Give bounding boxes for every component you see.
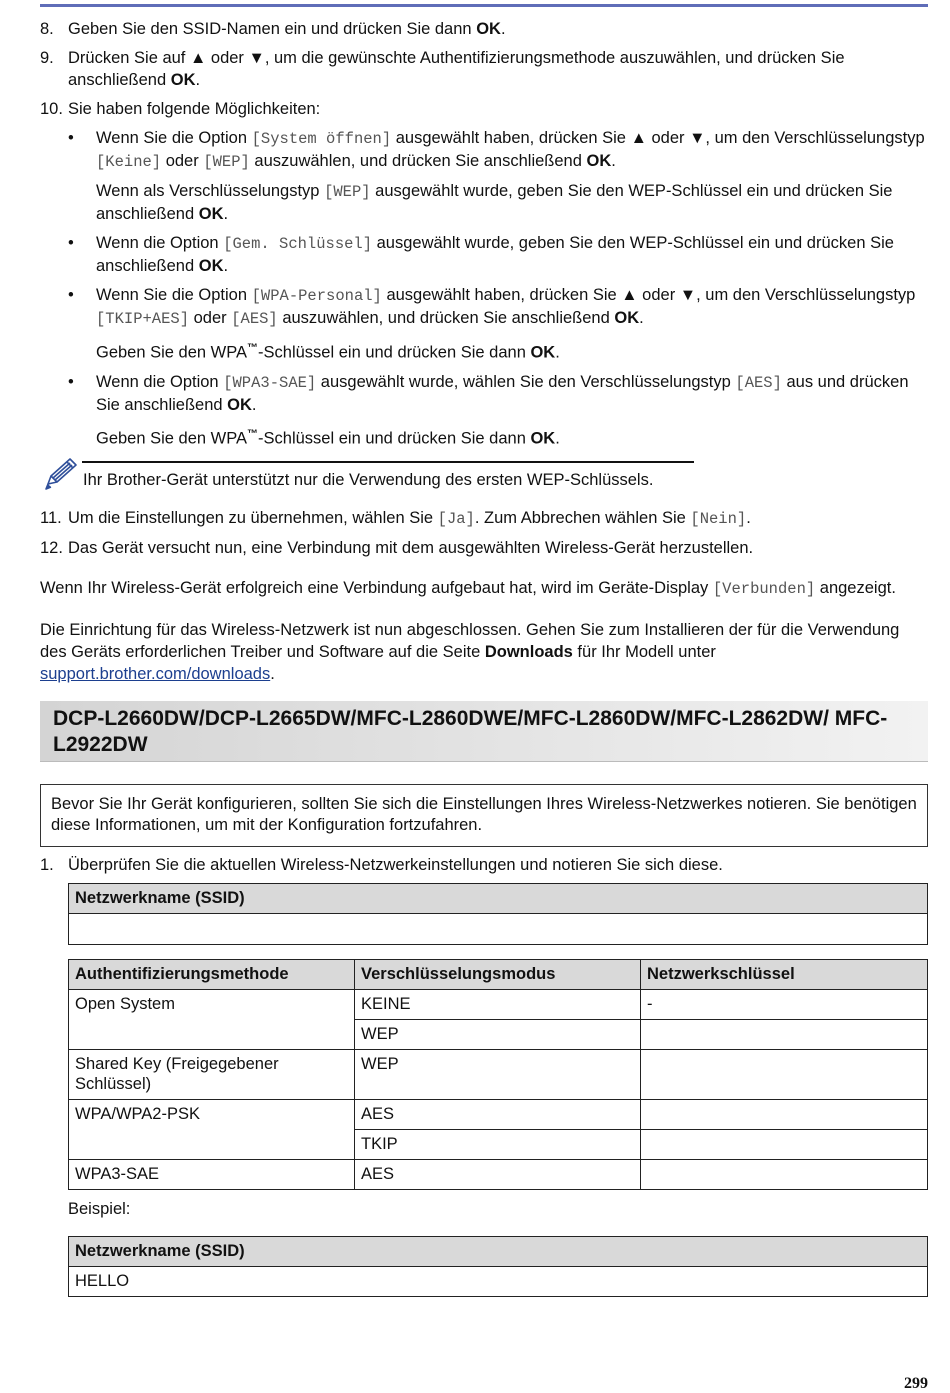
step-text: Sie haben folgende Möglichkeiten: [68, 100, 321, 118]
auth-table [68, 959, 928, 1190]
text: ausgewählt wurde, geben Sie den WEP-Schlüssel ein und drücken Sie anschließend [96, 234, 894, 275]
enc-cell: AES [355, 1160, 641, 1190]
page-number: 299 [904, 1375, 928, 1392]
example-ssid-value: HELLO [69, 1267, 928, 1297]
step-number: 11. [40, 509, 62, 527]
punct: . [500, 20, 506, 38]
option-wpa-personal [40, 284, 928, 330]
step-text: Geben Sie den SSID-Namen ein und drücken Sie dann [68, 20, 477, 38]
text: -Schlüssel ein und drücken Sie dann [258, 343, 531, 362]
step-1 [40, 854, 928, 876]
text: auszuwählen, und drücken Sie anschließend [249, 152, 587, 170]
ok-key: OK [586, 152, 612, 170]
bullet-dot: • [68, 129, 74, 147]
step-text: Überprüfen Sie die aktuellen Wireless-Netzwerkeinstellungen und notieren Sie sich diese. [68, 856, 723, 874]
header-auth-method: Authentifizierungsmethode [69, 960, 355, 990]
ok-key: OK [198, 257, 224, 275]
auth-cell: Shared Key (Freigegebener Schlüssel) [69, 1050, 355, 1100]
punct: . [223, 257, 229, 275]
menu-value: [System öffnen] [251, 130, 392, 148]
wep-key-instruction [40, 180, 928, 225]
ok-key: OK [170, 71, 196, 89]
text: für Ihr Modell unter [572, 643, 716, 661]
text: auszuwählen, und drücken Sie anschließend [277, 309, 615, 327]
enc-cell: AES [355, 1100, 641, 1130]
key-cell [641, 1130, 928, 1160]
step-number: 9. [40, 49, 54, 67]
punct: . [746, 509, 751, 527]
text: oder [161, 152, 204, 170]
table-row [69, 1160, 928, 1190]
enc-cell: WEP [355, 1050, 641, 1100]
punct: . [270, 665, 275, 683]
text: . Zum Abbrechen wählen Sie [474, 509, 691, 527]
wpa-key-instruction [40, 337, 928, 364]
option-system-open [40, 127, 928, 173]
table-row [69, 1050, 928, 1100]
menu-value: [Nein] [690, 510, 747, 528]
key-cell [641, 1100, 928, 1130]
trademark: ™ [247, 342, 259, 354]
ok-key: OK [476, 20, 501, 38]
example-ssid-table [68, 1236, 928, 1297]
table-row [69, 990, 928, 1020]
connected-paragraph [40, 577, 928, 600]
ssid-value-cell [69, 914, 928, 945]
bullet-dot: • [68, 286, 74, 304]
auth-cell: WPA3-SAE [69, 1160, 355, 1190]
downloads-label: Downloads [484, 643, 573, 661]
menu-value: [Gem. Schlüssel] [223, 235, 373, 253]
punct: . [195, 71, 201, 89]
example-label: Beispiel: [68, 1200, 131, 1218]
step-number: 1. [40, 856, 54, 874]
punct: . [251, 395, 257, 414]
text: Wenn Ihr Wireless-Gerät erfolgreich eine Verbindung aufgebaut hat, wird im Geräte-Display [40, 579, 713, 597]
text: Wenn Sie die Option [96, 286, 252, 304]
step-number: 10. [40, 100, 63, 118]
ssid-header: Netzwerkname (SSID) [69, 884, 928, 914]
enc-cell: TKIP [355, 1130, 641, 1160]
note-box [40, 461, 928, 497]
menu-value: [AES] [231, 310, 278, 328]
auth-cell: WPA/WPA2-PSK [69, 1100, 355, 1160]
downloads-link[interactable]: support.brother.com/downloads [40, 665, 271, 683]
text: Geben Sie den WPA [96, 429, 248, 447]
step-12 [40, 537, 928, 559]
step-11 [40, 507, 928, 530]
top-rule [40, 4, 928, 7]
menu-value: [Verbunden] [712, 580, 816, 598]
enc-cell: WEP [355, 1020, 641, 1050]
text: -Schlüssel ein und drücken Sie dann [258, 429, 531, 447]
text: ausgewählt wurde, geben Sie den WEP-Schlüssel ein und drücken Sie anschließend [96, 182, 893, 223]
punct: . [611, 152, 616, 170]
step-number: 8. [40, 20, 54, 38]
text: Die Einrichtung für das Wireless-Netzwerk ist nun abgeschlossen. Gehen Sie zum Installieren der für die Verwendung des Geräts erforderlichen Treiber und Software auf die Seite [40, 621, 900, 661]
menu-value: [WEP] [324, 183, 371, 201]
ok-key: OK [198, 205, 224, 223]
ssid-table [68, 883, 928, 945]
ok-key: OK [614, 309, 640, 327]
step-8 [40, 18, 928, 40]
text: Wenn Sie die Option [96, 129, 252, 147]
text: ausgewählt haben, drücken Sie ▲ oder ▼, um den Verschlüsselungstyp [381, 286, 916, 304]
menu-value: [Keine] [96, 153, 162, 171]
menu-value: [WPA3-SAE] [223, 373, 317, 392]
text: Wenn die Option [96, 372, 224, 391]
key-cell [641, 1050, 928, 1100]
ok-key: OK [227, 395, 252, 414]
bullet-dot: • [68, 234, 74, 252]
info-box: Bevor Sie Ihr Gerät konfigurieren, sollten Sie sich die Einstellungen Ihres Wireless-Netzwerkes notieren. Sie benötigen diese Informationen, um mit der Konfiguration fortzufahren. [40, 784, 928, 847]
text: angezeigt. [815, 579, 896, 597]
text: Wenn als Verschlüsselungstyp [96, 182, 325, 200]
text: aus und drücken Sie anschließend [96, 372, 909, 414]
punct: . [555, 343, 560, 362]
pencil-icon [42, 455, 80, 493]
text: Geben Sie den WPA [96, 343, 248, 362]
wpa-key-instruction [40, 423, 928, 450]
text: ausgewählt haben, drücken Sie ▲ oder ▼, um den Verschlüsselungstyp [391, 129, 925, 147]
example-ssid-header: Netzwerkname (SSID) [69, 1237, 928, 1267]
bullet-dot: • [68, 372, 74, 391]
step-text: Drücken Sie auf ▲ oder ▼, um die gewünschte Authentifizierungsmethode auszuwählen, und drücken Sie anschließend [68, 49, 845, 89]
text: Wenn die Option [96, 234, 224, 252]
step-9 [40, 47, 928, 91]
header-network-key: Netzwerkschlüssel [641, 960, 928, 990]
punct: . [639, 309, 644, 327]
table-row [69, 1100, 928, 1130]
option-wpa3-sae [40, 371, 928, 416]
step-10 [40, 98, 928, 120]
downloads-paragraph [40, 619, 928, 685]
step-number: 12. [40, 539, 63, 557]
menu-value: [WPA-Personal] [251, 287, 382, 305]
note-rule [82, 461, 694, 463]
option-shared-key [40, 232, 928, 277]
text: Um die Einstellungen zu übernehmen, wählen Sie [68, 509, 438, 527]
ok-key: OK [530, 429, 556, 447]
text: oder [189, 309, 232, 327]
ok-key: OK [530, 343, 556, 362]
punct: . [223, 205, 229, 223]
auth-cell: Open System [69, 990, 355, 1050]
page-content [40, 18, 928, 1297]
trademark: ™ [247, 427, 259, 440]
key-cell [641, 1020, 928, 1050]
note-text: Ihr Brother-Gerät unterstützt nur die Verwendung des ersten WEP-Schlüssels. [83, 471, 654, 489]
enc-cell: KEINE [355, 990, 641, 1020]
step-text: Das Gerät versucht nun, eine Verbindung mit dem ausgewählten Wireless-Gerät herzustellen. [68, 539, 754, 557]
key-cell [641, 1160, 928, 1190]
punct: . [555, 429, 560, 447]
header-encryption-mode: Verschlüsselungsmodus [355, 960, 641, 990]
table-header-row [69, 960, 928, 990]
section-heading: DCP-L2660DW/DCP-L2665DW/MFC-L2860DWE/MFC-L2860DW/MFC-L2862DW/ MFC-L2922DW [40, 701, 928, 762]
text: ausgewählt wurde, wählen Sie den Verschlüsselungstyp [316, 372, 736, 391]
menu-value: [Ja] [437, 510, 475, 528]
menu-value: [AES] [735, 373, 782, 392]
menu-value: [TKIP+AES] [96, 310, 190, 328]
key-cell: - [641, 990, 928, 1020]
menu-value: [WEP] [203, 153, 250, 171]
